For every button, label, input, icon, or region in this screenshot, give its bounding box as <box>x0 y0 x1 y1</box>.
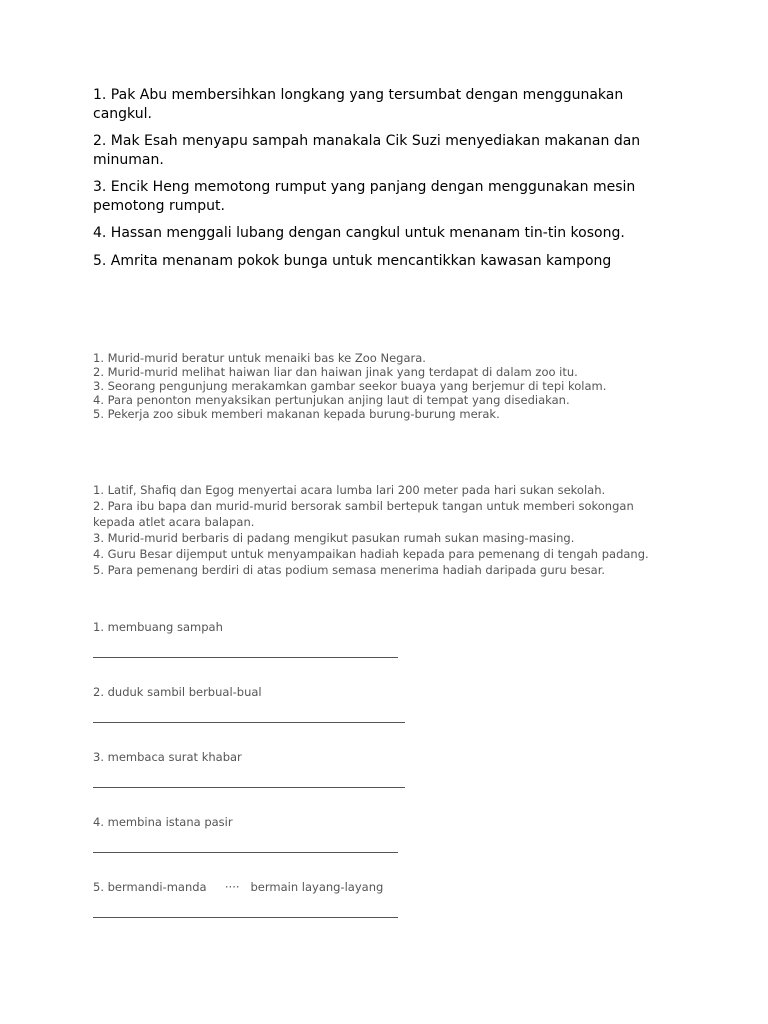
prompt-label: 4. membina istana pasir <box>93 815 233 829</box>
list-item: 3. Murid-murid berbaris di padang mengikut pasukan rumah sukan masing-masing. <box>93 531 575 545</box>
list-item: 1. Murid-murid beratur untuk menaiki bas ke Zoo Negara. <box>93 351 426 365</box>
list-item: 1. Pak Abu membersihkan longkang yang tersumbat dengan menggunakan cangkul. <box>93 87 624 122</box>
list-item: 4. Para penonton menyaksikan pertunjukan anjing laut di tempat yang disediakan. <box>93 393 570 407</box>
prompt-extra: bermain layang-layang <box>250 880 384 894</box>
list-item: 3. Encik Heng memotong rumput yang panjang dengan menggunakan mesin pemotong rumput. <box>93 179 636 214</box>
answer-line[interactable] <box>93 722 405 723</box>
list-item: 5. Pekerja zoo sibuk memberi makanan kepada burung-burung merak. <box>93 407 500 421</box>
dots-separator: ···· <box>224 880 240 894</box>
prompt-block <box>93 880 493 945</box>
answer-line[interactable] <box>93 852 398 853</box>
list-item: 5. Amrita menanam pokok bunga untuk mencantikkan kawasan kampong <box>93 252 612 269</box>
list-item: 3. Seorang pengunjung merakamkan gambar seekor buaya yang berjemur di tepi kolam. <box>93 379 607 393</box>
list-item: 2. Mak Esah menyapu sampah manakala Cik Suzi menyediakan makanan dan minuman. <box>93 133 641 168</box>
prompt-label: 3. membaca surat khabar <box>93 750 242 764</box>
prompt-label-5 <box>93 880 383 894</box>
answer-line[interactable] <box>93 787 405 788</box>
prompt-block <box>93 815 493 880</box>
prompt-label: 1. membuang sampah <box>93 620 223 634</box>
answer-line[interactable] <box>93 917 398 918</box>
answer-line[interactable] <box>93 657 398 658</box>
sentence-list-2 <box>93 351 673 421</box>
sentence-list-1 <box>93 86 673 279</box>
list-item: 5. Para pemenang berdiri di atas podium semasa menerima hadiah daripada guru besar. <box>93 563 606 577</box>
prompt-text: 5. bermandi-manda <box>93 880 207 894</box>
list-item: 2. Para ibu bapa dan murid-murid bersorak sambil bertepuk tangan untuk memberi sokongan kepada atlet acara balapan. <box>93 499 634 529</box>
prompt-block <box>93 620 493 685</box>
list-item: 4. Guru Besar dijemput untuk menyampaikan hadiah kepada para pemenang di tengah padang. <box>93 547 649 561</box>
sentence-list-3 <box>93 482 673 578</box>
prompt-label: 2. duduk sambil berbual-bual <box>93 685 262 699</box>
prompt-block <box>93 685 493 750</box>
list-item: 4. Hassan menggali lubang dengan cangkul untuk menanam tin-tin kosong. <box>93 225 625 241</box>
writing-prompts <box>93 620 493 945</box>
list-item: 2. Murid-murid melihat haiwan liar dan haiwan jinak yang terdapat di dalam zoo itu. <box>93 365 578 379</box>
list-item: 1. Latif, Shafiq dan Egog menyertai acara lumba lari 200 meter pada hari sukan sekolah. <box>93 483 606 497</box>
prompt-block <box>93 750 493 815</box>
